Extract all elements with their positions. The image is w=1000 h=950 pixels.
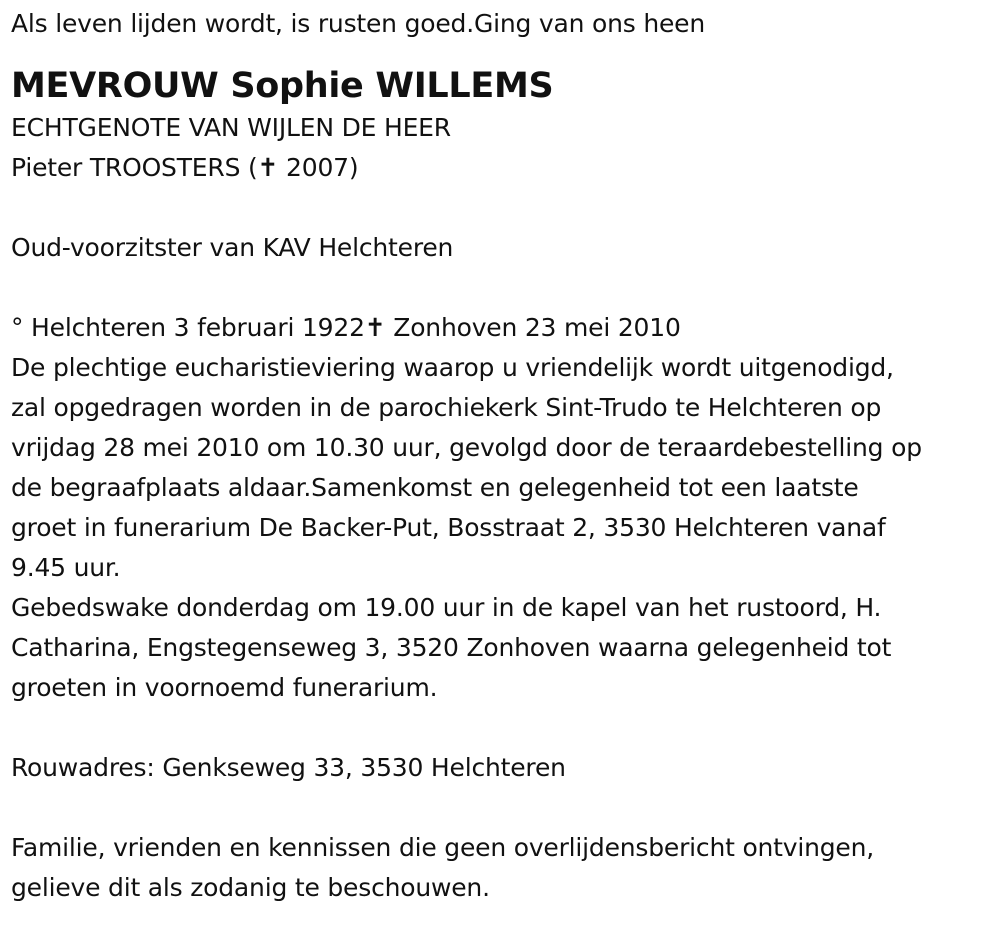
dates-line: ° Helchteren 3 februari 1922✝ Zonhoven 23 mei 2010: [11, 313, 681, 342]
wake-line: groeten in voornoemd funerarium.: [11, 673, 438, 702]
motto-line: Als leven lijden wordt, is rusten goed.Ging van ons heen: [11, 9, 705, 38]
spacer: [11, 188, 996, 228]
ceremony-line: 9.45 uur.: [11, 553, 121, 582]
closing-line: gelieve dit als zodanig te beschouwen.: [11, 873, 490, 902]
role-line: Oud-voorzitster van KAV Helchteren: [11, 233, 454, 262]
spacer: [11, 708, 996, 748]
spouse-line: Pieter TROOSTERS (✝ 2007): [11, 153, 359, 182]
spacer: [11, 268, 996, 308]
closing-paragraph: [11, 828, 996, 908]
ceremony-line: groet in funerarium De Backer-Put, Bosstraat 2, 3530 Helchteren vanaf: [11, 513, 886, 542]
obituary-notice: [11, 0, 996, 908]
ceremony-paragraph: [11, 348, 996, 588]
ceremony-line: vrijdag 28 mei 2010 om 10.30 uur, gevolgd door de teraardebestelling op: [11, 433, 922, 462]
relation-line: ECHTGENOTE VAN WIJLEN DE HEER: [11, 113, 451, 142]
ceremony-line: zal opgedragen worden in de parochiekerk Sint-Trudo te Helchteren op: [11, 393, 882, 422]
ceremony-line: De plechtige eucharistieviering waarop u vriendelijk wordt uitgenodigd,: [11, 353, 894, 382]
wake-line: Catharina, Engstegenseweg 3, 3520 Zonhoven waarna gelegenheid tot: [11, 633, 892, 662]
ceremony-line: de begraafplaats aldaar.Samenkomst en gelegenheid tot een laatste: [11, 473, 859, 502]
deceased-name: MEVROUW Sophie WILLEMS: [11, 66, 554, 106]
spacer: [11, 788, 996, 828]
address-line: Rouwadres: Genkseweg 33, 3530 Helchteren: [11, 753, 566, 782]
closing-line: Familie, vrienden en kennissen die geen overlijdensbericht ontvingen,: [11, 833, 875, 862]
wake-paragraph: [11, 588, 996, 708]
wake-line: Gebedswake donderdag om 19.00 uur in de kapel van het rustoord, H.: [11, 593, 882, 622]
